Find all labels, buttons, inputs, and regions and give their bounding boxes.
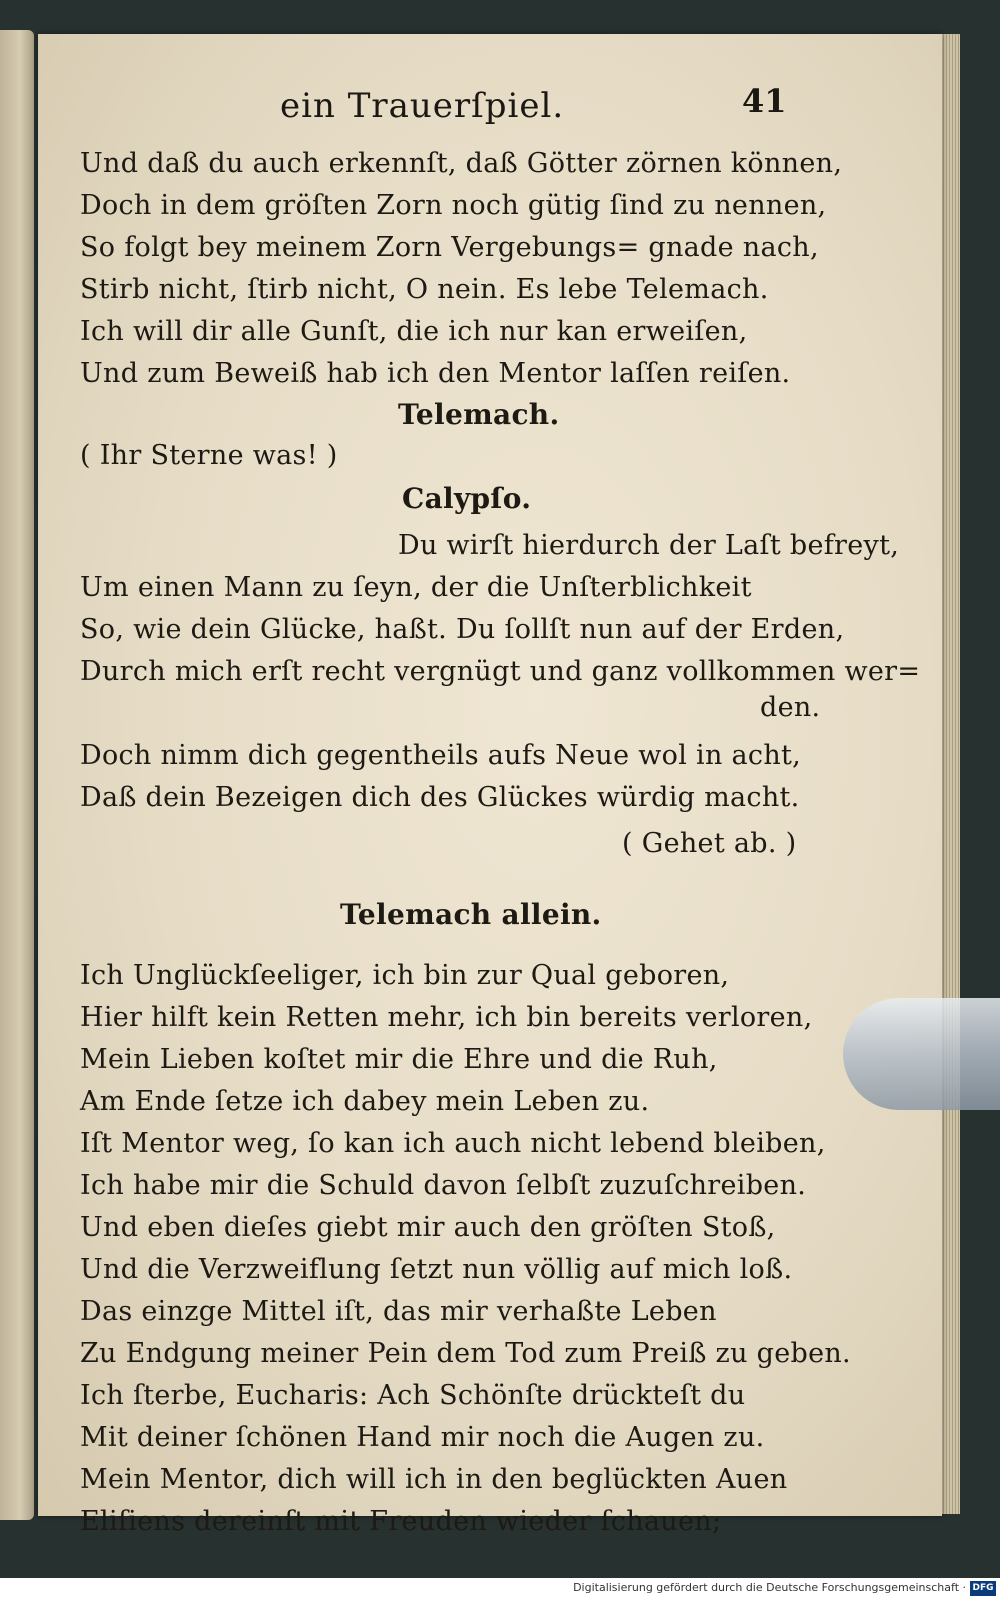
book-clip bbox=[843, 998, 1000, 1110]
verse-line: Doch in dem gröſten Zorn noch gütig ſind zu nennen, bbox=[80, 190, 827, 221]
verse-line-continuation: den. bbox=[760, 692, 821, 723]
verse-line: Zu Endgung meiner Pein dem Tod zum Preiß zu geben. bbox=[80, 1338, 851, 1369]
verse-line: Ich will dir alle Gunſt, die ich nur kan erweiſen, bbox=[80, 316, 748, 347]
verse-line: Am Ende ſetze ich dabey mein Leben zu. bbox=[80, 1086, 650, 1117]
digitization-footer bbox=[0, 1578, 1000, 1601]
funding-credit: Digitalisierung gefördert durch die Deutsche Forschungsgemeinschaft · bbox=[573, 1581, 966, 1594]
verse-line: Und zum Beweiß hab ich den Mentor laſſen reiſen. bbox=[80, 358, 791, 389]
verse-line: Und die Verzweiflung ſetzt nun völlig auf mich loß. bbox=[80, 1254, 793, 1285]
verse-line: Hier hilft kein Retten mehr, ich bin bereits verloren, bbox=[80, 1002, 813, 1033]
verse-line: Ich habe mir die Schuld davon ſelbſt zuzuſchreiben. bbox=[80, 1170, 807, 1201]
verse-line: So, wie dein Glücke, haßt. Du ſollſt nun auf der Erden, bbox=[80, 614, 845, 645]
verse-line: Ich Unglückſeeliger, ich bin zur Qual geboren, bbox=[80, 960, 730, 991]
running-title: ein Trauerſpiel. bbox=[280, 86, 565, 126]
verse-line: Doch nimm dich gegentheils aufs Neue wol in acht, bbox=[80, 740, 802, 771]
verse-line: Ich ſterbe, Eucharis: Ach Schönſte drückteſt du bbox=[80, 1380, 746, 1411]
speaker-name: Calypſo. bbox=[402, 482, 532, 515]
verse-line: Durch mich erſt recht vergnügt und ganz vollkommen wer= bbox=[80, 656, 921, 687]
verse-line: Mein Mentor, dich will ich in den beglückten Auen bbox=[80, 1464, 788, 1495]
verse-line: Stirb nicht, ſtirb nicht, O nein. Es lebe Telemach. bbox=[80, 274, 769, 305]
dfg-logo: DFG bbox=[970, 1581, 996, 1596]
speaker-name: Telemach. bbox=[398, 398, 560, 431]
verse-line: Und daß du auch erkennſt, daß Götter zörnen können, bbox=[80, 148, 843, 179]
verse-line: Daß dein Bezeigen dich des Glückes würdig macht. bbox=[80, 782, 800, 813]
verse-line: Mit deiner ſchönen Hand mir noch die Augen zu. bbox=[80, 1422, 765, 1453]
verse-line: Eliſiens dereinſt mit Freuden wieder ſchauen; bbox=[80, 1506, 722, 1537]
verse-line: Du wirſt hierdurch der Laſt befreyt, bbox=[398, 530, 900, 561]
verse-line: Um einen Mann zu ſeyn, der die Unſterblichkeit bbox=[80, 572, 752, 603]
scene-heading: Telemach allein. bbox=[340, 898, 602, 931]
previous-page-edge bbox=[0, 30, 34, 1520]
verse-line: Iſt Mentor weg, ſo kan ich auch nicht lebend bleiben, bbox=[80, 1128, 826, 1159]
verse-line: Mein Lieben koſtet mir die Ehre und die Ruh, bbox=[80, 1044, 718, 1075]
page-number: 41 bbox=[742, 82, 787, 120]
stage-direction: ( Gehet ab. ) bbox=[622, 828, 797, 859]
verse-line: Das einzge Mittel iſt, das mir verhaßte Leben bbox=[80, 1296, 717, 1327]
verse-line: So folgt bey meinem Zorn Vergebungs= gnade nach, bbox=[80, 232, 819, 263]
verse-line: Und eben dieſes giebt mir auch den gröſten Stoß, bbox=[80, 1212, 776, 1243]
stage-direction: ( Ihr Sterne was! ) bbox=[80, 440, 338, 471]
